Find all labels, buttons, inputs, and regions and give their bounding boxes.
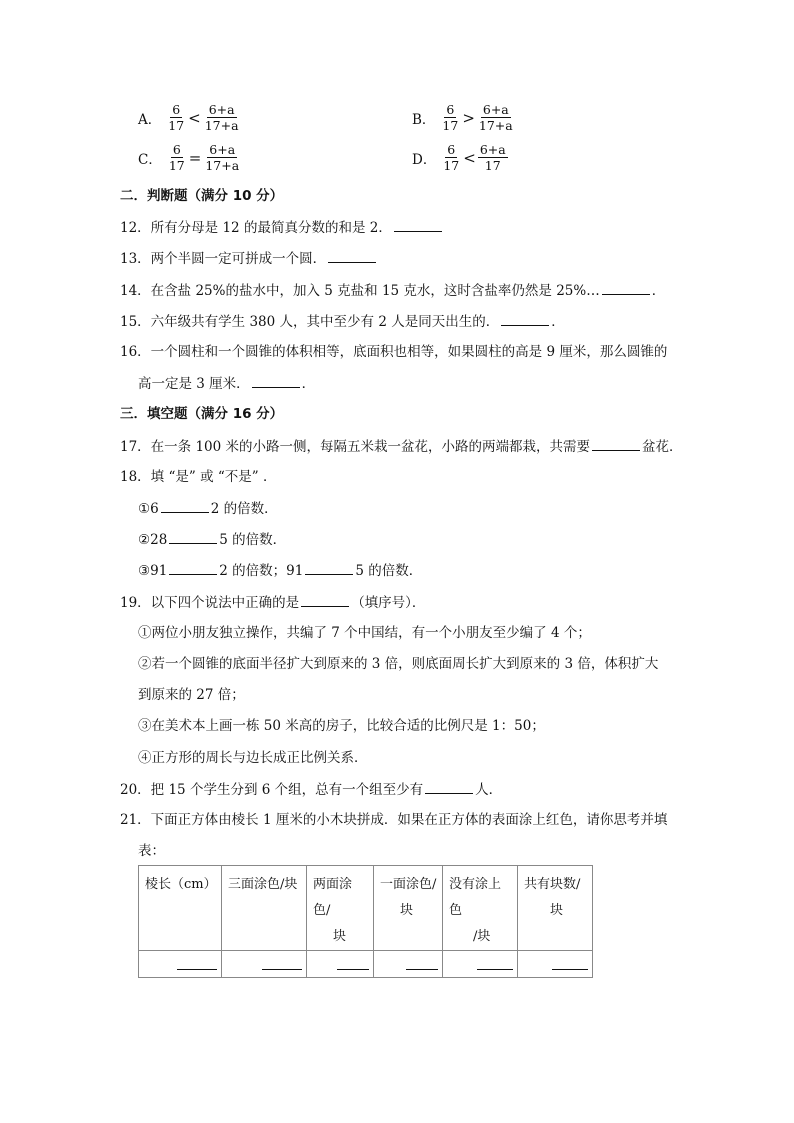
answer-blank[interactable]: [328, 248, 376, 263]
sub-text: ②28: [138, 532, 168, 548]
option-b: [412, 102, 516, 133]
table-cell[interactable]: [374, 951, 443, 978]
table-cell[interactable]: [222, 951, 307, 978]
sub-text: 2 的倍数；91: [219, 563, 304, 579]
sub-text: 5 的倍数．: [219, 532, 287, 548]
question-20: [120, 779, 502, 800]
question-end: 人．: [475, 782, 503, 798]
option-label: A．: [138, 111, 162, 128]
question-19: [120, 592, 425, 613]
option-d: [412, 142, 509, 173]
paint-table: [138, 865, 593, 978]
table-cell[interactable]: [307, 951, 374, 978]
question-end: ．: [651, 283, 666, 299]
fraction: $\frac{6+a}{17+a}$: [478, 102, 513, 133]
option-label: B．: [412, 111, 436, 128]
relation-sign: <: [188, 108, 201, 127]
sub-text: ①6: [138, 501, 159, 517]
question-16-line2: [138, 373, 315, 394]
fraction: $\frac{6}{17}$: [168, 102, 185, 133]
question-text: 15．六年级共有学生 380 人，其中至少有 2 人是同天出生的．: [120, 314, 500, 330]
question-21-line1: 21．下面正方体由棱长 1 厘米的小木块拼成．如果在正方体的表面涂上红色，请你思考并填: [120, 812, 668, 828]
question-end: ．: [551, 314, 565, 330]
table-header: 棱长（cm）: [139, 866, 222, 951]
answer-blank[interactable]: [169, 529, 217, 544]
answer-blank[interactable]: [301, 592, 349, 607]
question-18-b: [138, 529, 286, 550]
question-18-a: [138, 498, 278, 519]
question-12: [120, 217, 444, 238]
answer-blank[interactable]: [394, 217, 442, 232]
question-19-statement-3: ③在美术本上画一栋 50 米高的房子，比较合适的比例尺是 1：50；: [138, 718, 545, 734]
table-cell[interactable]: [139, 951, 222, 978]
sub-text: 5 的倍数．: [355, 563, 423, 579]
answer-blank[interactable]: [425, 779, 473, 794]
section-heading-fill-blank: 三．填空题（满分 16 分）: [120, 406, 284, 422]
section-heading-judgement: 二．判断题（满分 10 分）: [120, 188, 284, 204]
question-18-c: [138, 560, 422, 581]
question-end: （填序号）．: [351, 595, 426, 611]
fraction: $\frac{6}{17}$: [443, 142, 460, 173]
fraction: $\frac{6+a}{17+a}$: [205, 142, 240, 173]
question-19-statement-2: ②若一个圆锥的底面半径扩大到原来的 3 倍，则底面周长扩大到原来的 3 倍，体积扩大: [138, 656, 659, 672]
option-a: [138, 102, 242, 133]
answer-blank[interactable]: [501, 311, 549, 326]
answer-blank[interactable]: [592, 436, 640, 451]
question-text: 13．两个半圆一定可拼成一个圆．: [120, 251, 327, 267]
answer-blank[interactable]: [252, 373, 300, 388]
relation-sign: <: [463, 148, 476, 167]
question-text: 12．所有分母是 12 的最简真分数的和是 2．: [120, 220, 392, 236]
table-row: [139, 951, 593, 978]
table-header: 没有涂上色 /块: [443, 866, 518, 951]
question-text: 17．在一条 100 米的小路一侧，每隔五米栽一盆花，小路的两端都栽，共需要: [120, 439, 591, 455]
relation-sign: >: [462, 108, 475, 127]
option-label: D．: [412, 151, 437, 168]
question-13: [120, 248, 378, 269]
question-text: 高一定是 3 厘米．: [138, 376, 250, 392]
question-19-statement-4: ④正方形的周长与边长成正比例关系．: [138, 750, 368, 766]
option-label: C．: [138, 151, 162, 168]
question-17: [120, 436, 683, 457]
question-text: 20．把 15 个学生分到 6 个组，总有一个组至少有: [120, 782, 424, 798]
fraction: $\frac{6+a}{17+a}$: [204, 102, 239, 133]
relation-sign: =: [188, 148, 202, 167]
question-text: 19．以下四个说法中正确的是: [120, 595, 300, 611]
fraction: $\frac{6+a}{17}$: [479, 142, 506, 173]
table-header: 共有块数/ 块: [518, 866, 593, 951]
table-header: 三面涂色/块: [222, 866, 307, 951]
question-19-statement-2-cont: 到原来的 27 倍；: [138, 687, 245, 703]
question-text: 14．在含盐 25%的盐水中，加入 5 克盐和 15 克水，这时含盐率仍然是 25%…: [120, 283, 600, 299]
table-cell[interactable]: [518, 951, 593, 978]
table-header: 一面涂色/ 块: [374, 866, 443, 951]
question-18: 18．填 “是” 或 “不是” ．: [120, 469, 277, 485]
option-c: [138, 142, 242, 173]
question-end: 盆花．: [642, 439, 683, 455]
fraction: $\frac{6}{17}$: [442, 102, 459, 133]
question-16-line1: 16．一个圆柱和一个圆锥的体积相等，底面积也相等，如果圆柱的高是 9 厘米，那么圆锥的: [120, 344, 668, 360]
question-15: [120, 311, 565, 332]
answer-blank[interactable]: [602, 280, 650, 295]
question-19-statement-1: ①两位小朋友独立操作，共编了 7 个中国结，有一个小朋友至少编了 4 个；: [138, 625, 591, 641]
table-header: 两面涂色/ 块: [307, 866, 374, 951]
sub-text: ③91: [138, 563, 168, 579]
answer-blank[interactable]: [305, 560, 353, 575]
sub-text: 2 的倍数．: [210, 501, 278, 517]
question-21-line2: 表：: [138, 843, 165, 859]
question-14: [120, 280, 665, 301]
answer-blank[interactable]: [161, 498, 209, 513]
table-cell[interactable]: [443, 951, 518, 978]
answer-blank[interactable]: [169, 560, 217, 575]
question-end: ．: [301, 376, 316, 392]
fraction: $\frac{6}{17}$: [168, 142, 185, 173]
